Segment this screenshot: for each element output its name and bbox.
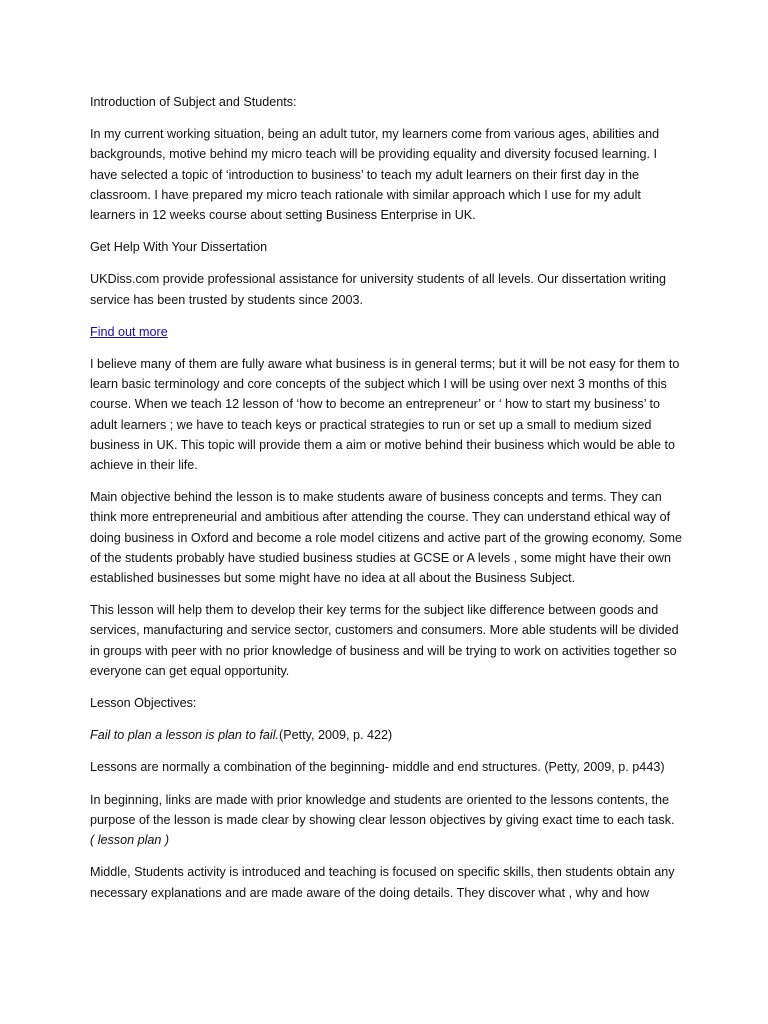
section-heading-introduction: Introduction of Subject and Students: (90, 95, 297, 109)
lesson-plan-note: ( lesson plan ) (90, 833, 170, 848)
paragraph-combination: Lessons are normally a combination of the beginning- middle and end structures. (Petty, 2009, p. p443) (90, 760, 665, 775)
paragraph-beginning: In beginning, links are made with prior knowledge and students are oriented to the lessons contents, the purpose of the lesson is made clear by showing clear lesson objectives by giving exact time to each task. (90, 792, 675, 827)
section-heading-lesson-objectives: Lesson Objectives: (90, 696, 197, 711)
paragraph-introduction: In my current working situation, being an adult tutor, my learners come from various ages, abilities and backgrounds, motive behind my micro teach will be providing equality and diversity focused learning. I have selected a topic of ‘introduction to business’ to teach my adult learners on their first day in the classroom. I have prepared my micro teach rationale with similar approach which I use for my adult learners in 12 weeks course about setting Business Enterprise in UK. (90, 127, 660, 223)
paragraph-lesson-help: This lesson will help them to develop their key terms for the subject like difference between goods and services, manufacturing and service sector, customers and consumers. More able students will be divided in groups with peer with no prior knowledge of business and will be trying to work on activities together so everyone can get equal opportunity. (90, 603, 679, 678)
link-wrapper (90, 322, 682, 342)
section-heading-help: Get Help With Your Dissertation (90, 240, 268, 255)
paragraph-believe: I believe many of them are fully aware what business is in general terms; but it will be not easy for them to learn basic terminology and core concepts of the subject which I will be using over next 3 months of this course. When we teach 12 lesson of ‘how to become an entrepreneur’ or ‘ how to start my business’ to adult learners ; we have to teach keys or practical strategies to run or set up a small to medium sized business in UK. This topic will provide them a aim or motive behind their business which would be able to achieve in their life. (90, 357, 680, 473)
paragraph-objective: Main objective behind the lesson is to make students aware of business concepts and terms. They can think more entrepreneurial and ambitious after attending the course. They can understand ethical way of doing business in Oxford and become a role model citizens and active part of the growing economy. Some of the students probably have studied business studies at GCSE or A levels , some might have their own established businesses but some might have no idea at all about the Business Subject. (90, 490, 682, 586)
paragraph-help: UKDiss.com provide professional assistance for university students of all levels. Our dissertation writing service has been trusted by students since 2003. (90, 272, 667, 307)
paragraph-middle: Middle, Students activity is introduced and teaching is focused on specific skills, then students obtain any necessary explanations and are made aware of the doing details. They discover what , why and how (90, 865, 675, 900)
paragraph-beginning-wrapper (90, 790, 682, 851)
quote-italic-text: Fail to plan a lesson is plan to fail. (90, 728, 280, 743)
find-out-more-link[interactable]: Find out more (90, 324, 168, 339)
quote-paragraph (90, 725, 682, 745)
document-page (90, 92, 682, 915)
quote-citation: (Petty, 2009, p. 422) (279, 728, 393, 743)
